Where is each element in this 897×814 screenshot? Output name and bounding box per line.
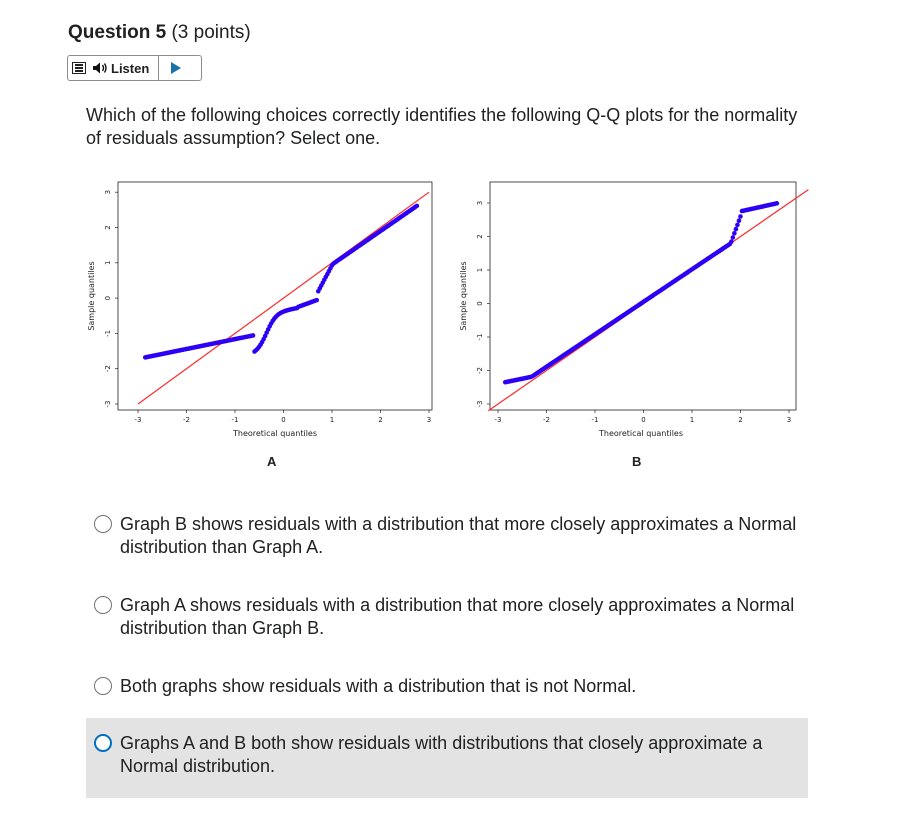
y-axis-label: Sample quantiles bbox=[87, 261, 96, 331]
qq-point bbox=[731, 235, 736, 240]
x-axis-label: Theoretical quantiles bbox=[598, 429, 684, 438]
qq-point bbox=[415, 204, 420, 209]
y-tick-label: 3 bbox=[476, 200, 484, 206]
x-tick-label: -1 bbox=[231, 416, 239, 424]
choice-text: Graph A shows residuals with a distribution that more closely approximates a Normal distribution than Graph B. bbox=[120, 595, 795, 638]
radio-button[interactable] bbox=[94, 734, 112, 752]
qq-point bbox=[734, 227, 739, 232]
x-tick-label: 3 bbox=[426, 416, 432, 424]
x-tick-label: 3 bbox=[786, 416, 792, 424]
listen-button[interactable]: Listen bbox=[111, 60, 150, 76]
question-prompt: Which of the following choices correctly identifies the following Q-Q plots for the normality of residuals assumption? Select one. bbox=[86, 105, 798, 148]
y-tick-label: 1 bbox=[476, 267, 484, 273]
listen-widget bbox=[67, 55, 202, 81]
y-tick-label: -2 bbox=[104, 365, 112, 373]
x-tick-label: -3 bbox=[134, 416, 142, 424]
choice-text: Both graphs show residuals with a distribution that is not Normal. bbox=[120, 676, 637, 696]
qq-plot-a bbox=[80, 172, 455, 440]
x-tick-label: 0 bbox=[641, 416, 646, 424]
radio-button[interactable] bbox=[94, 596, 112, 614]
qq-point bbox=[732, 231, 737, 236]
choice-option-2[interactable] bbox=[86, 594, 808, 640]
x-axis-label: Theoretical quantiles bbox=[232, 429, 318, 438]
x-tick-label: -2 bbox=[183, 416, 190, 424]
x-tick-label: -2 bbox=[543, 416, 550, 424]
question-number: Question 5 bbox=[68, 22, 167, 43]
radio-button[interactable] bbox=[94, 515, 112, 533]
question-points: (3 points) bbox=[171, 22, 251, 43]
plot-frame bbox=[118, 182, 432, 410]
x-tick-label: 1 bbox=[329, 416, 335, 424]
y-tick-label: -2 bbox=[476, 367, 484, 374]
y-tick-label: 2 bbox=[476, 234, 484, 239]
choice-option-4[interactable] bbox=[86, 718, 808, 798]
choice-text: Graphs A and B both show residuals with distributions that closely approximate a Normal distribution. bbox=[120, 733, 763, 776]
y-tick-label: -1 bbox=[104, 329, 112, 337]
qq-point bbox=[251, 333, 256, 338]
choice-option-1[interactable] bbox=[86, 513, 808, 559]
choice-text: Graph B shows residuals with a distribution that more closely approximates a Normal distribution than Graph A. bbox=[120, 514, 797, 557]
x-tick-label: 0 bbox=[281, 416, 286, 424]
qq-point bbox=[738, 214, 743, 219]
y-tick-label: 0 bbox=[104, 295, 112, 301]
radio-button[interactable] bbox=[94, 677, 112, 695]
y-tick-label: 3 bbox=[104, 189, 112, 195]
qq-point bbox=[729, 239, 734, 244]
x-tick-label: -3 bbox=[494, 416, 502, 424]
x-tick-label: 2 bbox=[738, 416, 743, 424]
menu-icon[interactable] bbox=[72, 62, 86, 74]
y-tick-label: -1 bbox=[476, 333, 484, 341]
y-tick-label: -3 bbox=[104, 400, 112, 408]
y-axis-label: Sample quantiles bbox=[459, 261, 468, 331]
qq-point bbox=[314, 298, 319, 303]
qq-plot-a-svg bbox=[80, 172, 455, 440]
y-tick-label: 0 bbox=[476, 301, 484, 306]
x-tick-label: 1 bbox=[689, 416, 695, 424]
graph-label-b: B bbox=[632, 454, 642, 469]
qq-plot-b-svg bbox=[440, 172, 815, 440]
listen-divider bbox=[158, 56, 159, 80]
choice-option-3[interactable] bbox=[86, 675, 808, 698]
qq-point bbox=[737, 218, 742, 223]
x-tick-label: -1 bbox=[591, 416, 599, 424]
speaker-icon[interactable] bbox=[92, 61, 108, 75]
graph-label-a: A bbox=[267, 454, 277, 469]
y-tick-label: 2 bbox=[104, 225, 112, 230]
x-tick-label: 2 bbox=[378, 416, 383, 424]
qq-point bbox=[735, 223, 740, 228]
y-tick-label: 1 bbox=[104, 260, 112, 266]
y-tick-label: -3 bbox=[476, 400, 484, 408]
question-title bbox=[68, 22, 251, 44]
qq-point bbox=[775, 201, 780, 206]
qq-plot-b bbox=[440, 172, 815, 440]
play-icon[interactable] bbox=[171, 62, 181, 74]
